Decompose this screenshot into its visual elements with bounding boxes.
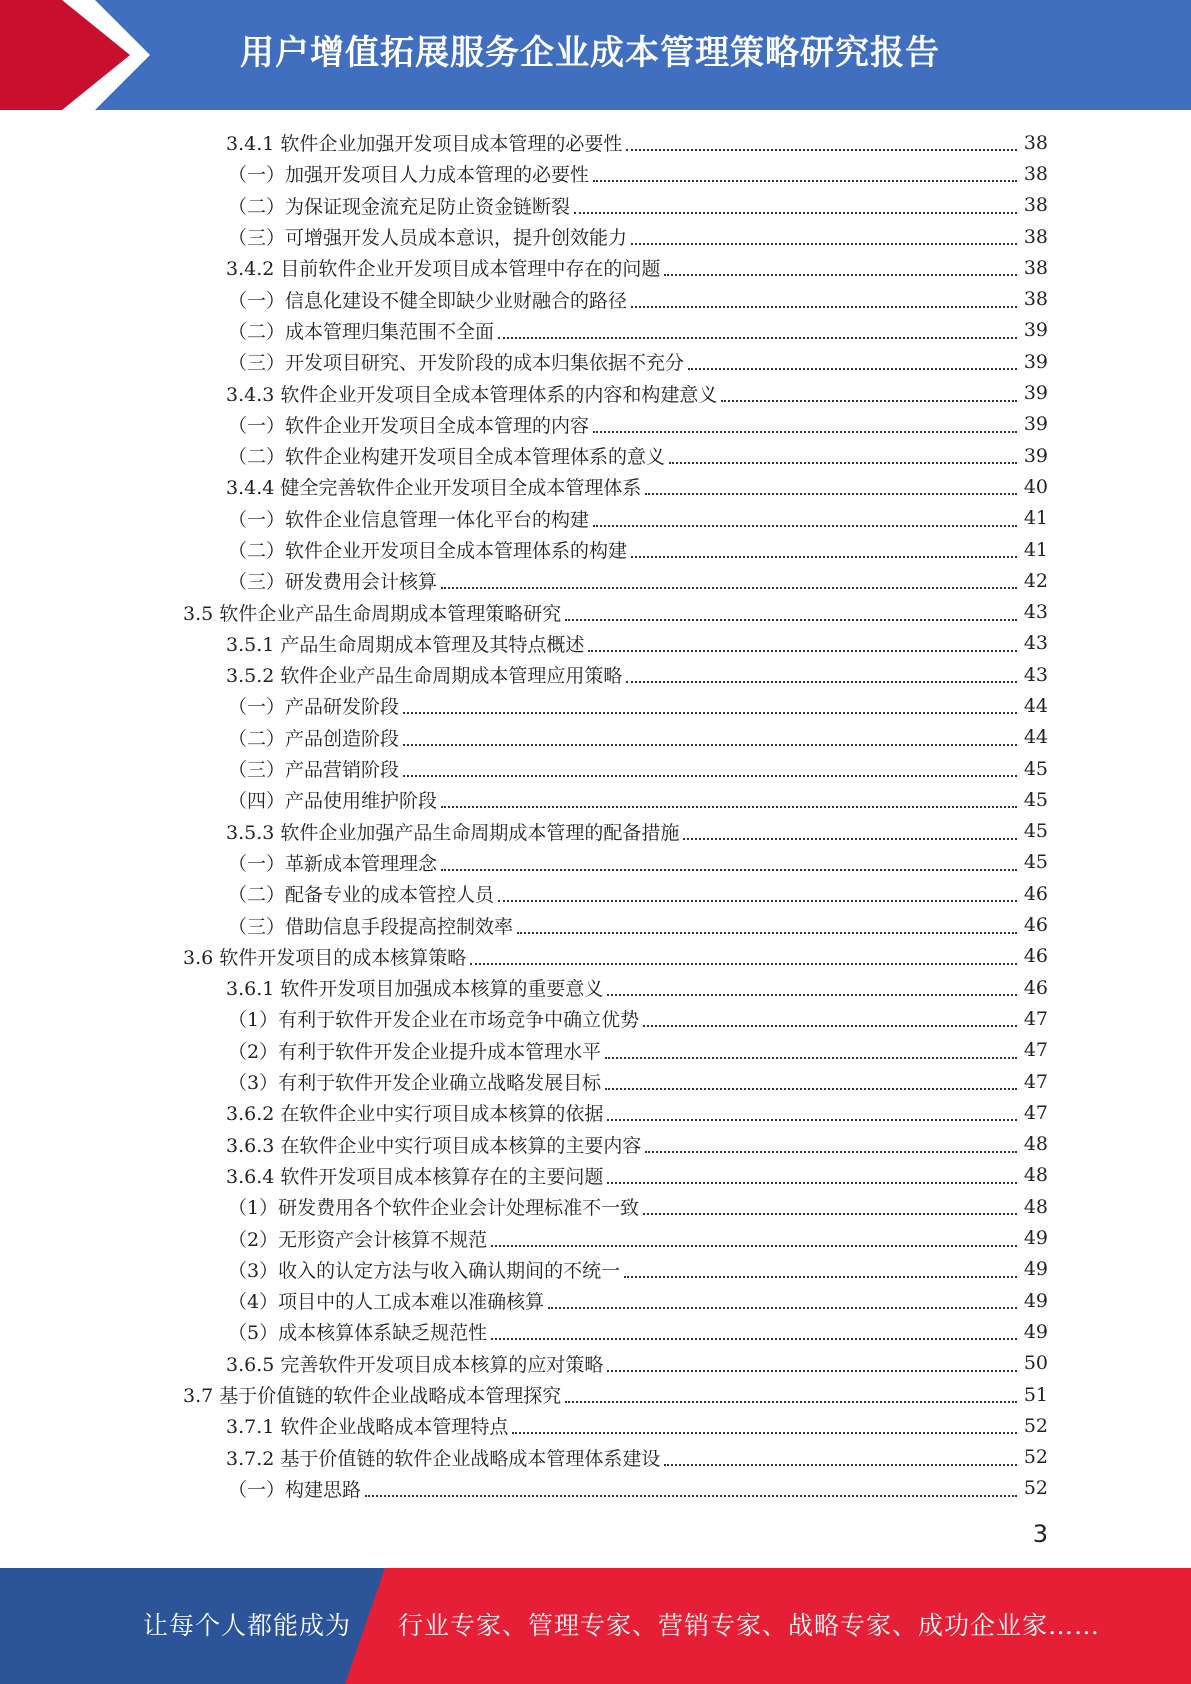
toc-entry-page: 39 <box>1023 382 1048 405</box>
toc-dot-leader <box>688 367 1017 370</box>
toc-entry[interactable] <box>0 534 1191 565</box>
footer-slogan-left: 让每个人都能成为 <box>143 1611 352 1640</box>
toc-entry-label: （三）研发费用会计核算 <box>228 571 438 594</box>
toc-entry[interactable] <box>0 158 1191 189</box>
toc-entry[interactable] <box>0 1222 1191 1253</box>
toc-dot-leader <box>498 336 1017 339</box>
toc-dot-leader <box>441 805 1017 808</box>
toc-dot-leader <box>607 1181 1017 1184</box>
toc-entry-page: 49 <box>1023 1258 1048 1281</box>
toc-entry-page: 45 <box>1023 788 1048 811</box>
toc-entry-page: 41 <box>1023 538 1048 561</box>
toc-entry[interactable] <box>0 1129 1191 1160</box>
toc-entry-label: 3.4.3 软件企业开发项目全成本管理体系的内容和构建意义 <box>226 383 718 406</box>
toc-entry[interactable] <box>0 503 1191 534</box>
toc-dot-leader <box>664 273 1017 276</box>
toc-entry-page: 39 <box>1023 444 1048 467</box>
toc-dot-leader <box>645 492 1017 495</box>
toc-entry-label: 3.6.2 在软件企业中实行项目成本核算的依据 <box>226 1103 604 1126</box>
toc-dot-leader <box>403 711 1017 714</box>
toc-entry-page: 43 <box>1023 601 1048 624</box>
toc-entry[interactable] <box>0 377 1191 408</box>
toc-entry[interactable] <box>0 440 1191 471</box>
toc-entry-page: 48 <box>1023 1164 1048 1187</box>
footer-banner <box>0 1568 1191 1684</box>
toc-entry[interactable] <box>0 1191 1191 1222</box>
toc-entry-page: 52 <box>1023 1414 1048 1437</box>
toc-entry[interactable] <box>0 816 1191 847</box>
toc-entry-page: 38 <box>1023 225 1048 248</box>
toc-entry-page: 39 <box>1023 319 1048 342</box>
toc-entry-page: 38 <box>1023 288 1048 311</box>
toc-entry[interactable] <box>0 909 1191 940</box>
toc-entry-label: 3.6 软件开发项目的成本核算策略 <box>183 946 467 969</box>
toc-entry-label: （2）有利于软件开发企业提升成本管理水平 <box>228 1040 602 1063</box>
toc-entry[interactable] <box>0 690 1191 721</box>
toc-dot-leader <box>607 1369 1017 1372</box>
toc-entry-label: （二）成本管理归集范围不全面 <box>228 320 495 343</box>
toc-entry-label: （4）项目中的人工成本难以准确核算 <box>228 1291 545 1314</box>
toc-entry-page: 46 <box>1023 914 1048 937</box>
toc-dot-leader <box>403 743 1017 746</box>
toc-dot-leader <box>441 586 1017 589</box>
toc-dot-leader <box>631 305 1017 308</box>
toc-dot-leader <box>643 1024 1017 1027</box>
toc-dot-leader <box>593 524 1017 527</box>
toc-entry-label: 3.5 软件企业产品生命周期成本管理策略研究 <box>183 602 562 625</box>
toc-entry-page: 39 <box>1023 350 1048 373</box>
toc-dot-leader <box>669 461 1017 464</box>
page-title: 用户增值拓展服务企业成本管理策略研究报告 <box>240 33 940 73</box>
toc-entry[interactable] <box>0 127 1191 158</box>
toc-entry-label: （5）成本核算体系缺乏规范性 <box>228 1322 488 1345</box>
toc-entry[interactable] <box>0 722 1191 753</box>
toc-entry-label: 3.6.3 在软件企业中实行项目成本核算的主要内容 <box>226 1134 642 1157</box>
toc-entry-page: 45 <box>1023 757 1048 780</box>
toc-entry[interactable] <box>0 628 1191 659</box>
toc-dot-leader <box>721 399 1017 402</box>
toc-entry[interactable] <box>0 1316 1191 1347</box>
toc-entry[interactable] <box>0 753 1191 784</box>
toc-entry[interactable] <box>0 878 1191 909</box>
toc-dot-leader <box>593 430 1017 433</box>
toc-entry[interactable] <box>0 1066 1191 1097</box>
toc-dot-leader <box>565 1400 1017 1403</box>
toc-entry-page: 46 <box>1023 976 1048 999</box>
toc-entry-page: 40 <box>1023 475 1048 498</box>
toc-dot-leader <box>565 618 1017 621</box>
toc-entry-page: 52 <box>1023 1446 1048 1469</box>
toc-entry-label: 3.5.1 产品生命周期成本管理及其特点概述 <box>226 633 585 656</box>
toc-entry-label: （一）构建思路 <box>228 1478 362 1501</box>
toc-entry-label: 3.7 基于价值链的软件企业战略成本管理探究 <box>183 1385 562 1408</box>
toc-entry-label: （1）研发费用各个软件企业会计处理标准不一致 <box>228 1197 640 1220</box>
toc-entry-page: 38 <box>1023 256 1048 279</box>
toc-entry[interactable] <box>0 1348 1191 1379</box>
toc-entry[interactable] <box>0 1254 1191 1285</box>
table-of-contents <box>0 127 1191 1504</box>
toc-entry-page: 47 <box>1023 1039 1048 1062</box>
toc-dot-leader <box>645 1150 1017 1153</box>
toc-dot-leader <box>512 1431 1017 1434</box>
toc-entry[interactable] <box>0 596 1191 627</box>
toc-entry[interactable] <box>0 659 1191 690</box>
toc-dot-leader <box>470 962 1017 965</box>
toc-entry-page: 45 <box>1023 851 1048 874</box>
header-banner <box>0 0 1191 110</box>
toc-entry-label: （一）信息化建设不健全即缺少业财融合的路径 <box>228 289 628 312</box>
toc-entry-page: 43 <box>1023 632 1048 655</box>
toc-entry-page: 46 <box>1023 882 1048 905</box>
toc-entry[interactable] <box>0 471 1191 502</box>
page-number: 3 <box>1032 1520 1048 1548</box>
toc-entry-page: 52 <box>1023 1477 1048 1500</box>
toc-entry-label: （二）配备专业的成本管控人员 <box>228 884 495 907</box>
toc-entry-page: 43 <box>1023 663 1048 686</box>
toc-entry[interactable] <box>0 1473 1191 1504</box>
toc-dot-leader <box>441 868 1017 871</box>
toc-entry[interactable] <box>0 346 1191 377</box>
toc-entry-page: 48 <box>1023 1195 1048 1218</box>
toc-entry-page: 50 <box>1023 1352 1048 1375</box>
toc-entry-label: （三）开发项目研究、开发阶段的成本归集依据不充分 <box>228 352 685 375</box>
toc-entry[interactable] <box>0 1160 1191 1191</box>
toc-entry[interactable] <box>0 252 1191 283</box>
toc-entry-page: 38 <box>1023 131 1048 154</box>
toc-dot-leader <box>631 242 1017 245</box>
toc-entry-page: 51 <box>1023 1383 1048 1406</box>
toc-entry-page: 49 <box>1023 1289 1048 1312</box>
toc-entry-page: 42 <box>1023 569 1048 592</box>
toc-entry-page: 44 <box>1023 694 1048 717</box>
toc-entry-page: 38 <box>1023 162 1048 185</box>
toc-entry[interactable] <box>0 221 1191 252</box>
toc-entry-label: 3.6.5 完善软件开发项目成本核算的应对策略 <box>226 1353 604 1376</box>
toc-entry-page: 39 <box>1023 413 1048 436</box>
toc-entry-label: 3.7.1 软件企业战略成本管理特点 <box>226 1416 509 1439</box>
toc-dot-leader <box>624 1275 1017 1278</box>
toc-dot-leader <box>588 649 1017 652</box>
toc-entry[interactable] <box>0 847 1191 878</box>
footer-slogan-right: 行业专家、管理专家、营销专家、战略专家、成功企业家…… <box>398 1611 1101 1640</box>
toc-entry-page: 47 <box>1023 1070 1048 1093</box>
toc-entry-label: （三）可增强开发人员成本意识，提升创效能力 <box>228 227 628 250</box>
toc-entry-label: 3.4.4 健全完善软件企业开发项目全成本管理体系 <box>226 477 642 500</box>
toc-entry-label: （2）无形资产会计核算不规范 <box>228 1228 488 1251</box>
toc-entry-page: 47 <box>1023 1101 1048 1124</box>
toc-dot-leader <box>491 1337 1017 1340</box>
toc-dot-leader <box>626 680 1017 683</box>
toc-entry-label: （三）产品营销阶段 <box>228 759 400 782</box>
toc-dot-leader <box>365 1494 1017 1497</box>
toc-entry-label: （二）软件企业构建开发项目全成本管理体系的意义 <box>228 446 666 469</box>
toc-entry[interactable] <box>0 784 1191 815</box>
toc-entry-label: （二）产品创造阶段 <box>228 727 400 750</box>
toc-entry-page: 38 <box>1023 194 1048 217</box>
toc-entry-label: 3.5.3 软件企业加强产品生命周期成本管理的配备措施 <box>226 821 680 844</box>
toc-entry-label: （一）产品研发阶段 <box>228 696 400 719</box>
toc-entry-page: 41 <box>1023 507 1048 530</box>
toc-entry-label: （一）软件企业开发项目全成本管理的内容 <box>228 414 590 437</box>
toc-entry[interactable] <box>0 315 1191 346</box>
toc-entry-label: 3.7.2 基于价值链的软件企业战略成本管理体系建设 <box>226 1447 661 1470</box>
toc-entry-page: 48 <box>1023 1133 1048 1156</box>
toc-entry-label: 3.5.2 软件企业产品生命周期成本管理应用策略 <box>226 665 623 688</box>
toc-entry-page: 45 <box>1023 820 1048 843</box>
toc-entry-page: 44 <box>1023 726 1048 749</box>
toc-entry[interactable] <box>0 190 1191 221</box>
toc-dot-leader <box>403 774 1017 777</box>
toc-dot-leader <box>683 837 1017 840</box>
toc-entry-label: 3.4.2 目前软件企业开发项目成本管理中存在的问题 <box>226 258 661 281</box>
toc-dot-leader <box>491 1244 1017 1247</box>
toc-entry-label: （3）有利于软件开发企业确立战略发展目标 <box>228 1072 602 1095</box>
toc-entry[interactable] <box>0 409 1191 440</box>
toc-entry-label: 3.4.1 软件企业加强开发项目成本管理的必要性 <box>226 133 623 156</box>
toc-entry-label: （1）有利于软件开发企业在市场竞争中确立优势 <box>228 1009 640 1032</box>
toc-entry[interactable] <box>0 941 1191 972</box>
toc-dot-leader <box>626 148 1017 151</box>
toc-entry[interactable] <box>0 1097 1191 1128</box>
toc-entry[interactable] <box>0 1379 1191 1410</box>
toc-dot-leader <box>605 1056 1017 1059</box>
toc-entry-label: （3）收入的认定方法与收入确认期间的不统一 <box>228 1259 621 1282</box>
toc-dot-leader <box>643 1212 1017 1215</box>
toc-entry-label: （二）为保证现金流充足防止资金链断裂 <box>228 195 571 218</box>
toc-entry-page: 49 <box>1023 1227 1048 1250</box>
toc-entry-page: 47 <box>1023 1007 1048 1030</box>
toc-entry[interactable] <box>0 1035 1191 1066</box>
toc-entry[interactable] <box>0 565 1191 596</box>
toc-entry-label: （三）借助信息手段提高控制效率 <box>228 915 514 938</box>
toc-entry[interactable] <box>0 1441 1191 1472</box>
toc-entry-page: 46 <box>1023 945 1048 968</box>
toc-entry-label: （四）产品使用维护阶段 <box>228 790 438 813</box>
toc-entry-label: （一）革新成本管理理念 <box>228 852 438 875</box>
toc-dot-leader <box>607 993 1017 996</box>
toc-entry-label: 3.6.1 软件开发项目加强成本核算的重要意义 <box>226 978 604 1001</box>
toc-dot-leader <box>517 931 1017 934</box>
toc-dot-leader <box>605 1087 1017 1090</box>
toc-entry-label: 3.6.4 软件开发项目成本核算存在的主要问题 <box>226 1165 604 1188</box>
toc-entry[interactable] <box>0 1003 1191 1034</box>
toc-entry[interactable] <box>0 1285 1191 1316</box>
toc-entry-page: 49 <box>1023 1320 1048 1343</box>
toc-dot-leader <box>664 1463 1017 1466</box>
toc-entry-label: （一）软件企业信息管理一体化平台的构建 <box>228 508 590 531</box>
toc-dot-leader <box>548 1306 1017 1309</box>
toc-dot-leader <box>631 555 1017 558</box>
toc-dot-leader <box>574 211 1017 214</box>
toc-entry[interactable] <box>0 1410 1191 1441</box>
toc-dot-leader <box>498 899 1017 902</box>
toc-dot-leader <box>593 179 1017 182</box>
toc-entry[interactable] <box>0 283 1191 314</box>
toc-dot-leader <box>607 1118 1017 1121</box>
toc-entry-label: （二）软件企业开发项目全成本管理体系的构建 <box>228 540 628 562</box>
toc-entry[interactable] <box>0 972 1191 1003</box>
toc-entry-label: （一）加强开发项目人力成本管理的必要性 <box>228 164 590 187</box>
